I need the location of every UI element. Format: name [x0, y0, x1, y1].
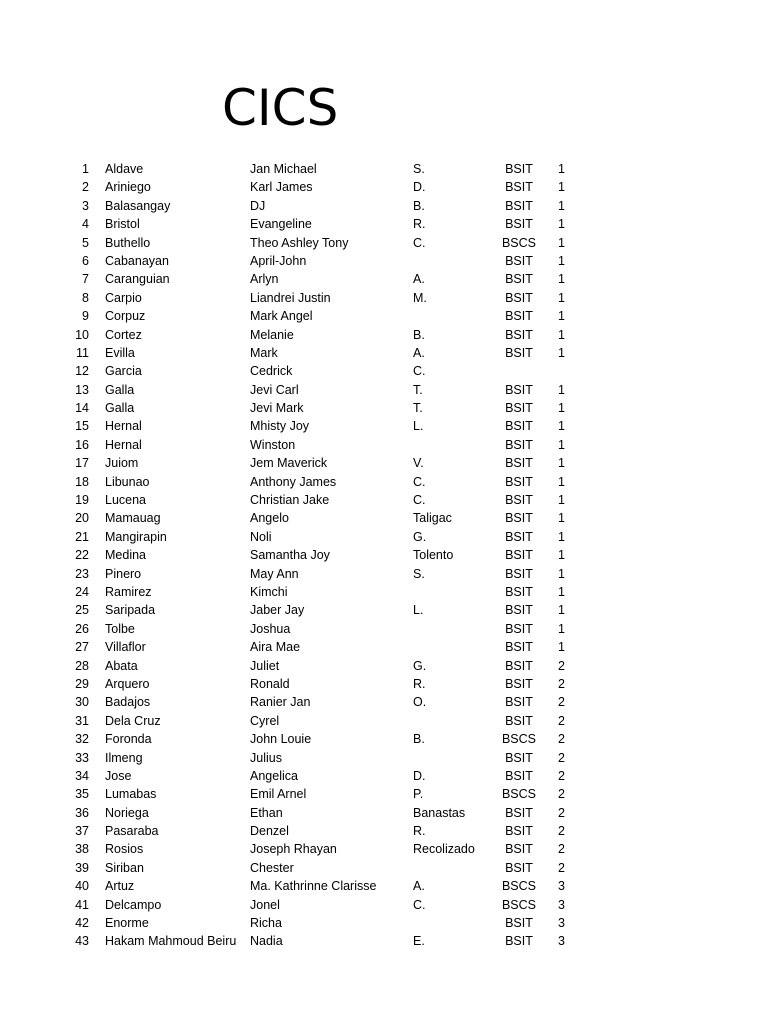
row-number: 30	[75, 695, 89, 710]
first-name: Ethan	[250, 805, 283, 820]
row-number: 29	[75, 676, 89, 691]
row-number: 10	[75, 327, 89, 342]
row-number: 43	[75, 934, 89, 949]
first-name: Cedrick	[250, 364, 293, 379]
list-item	[0, 270, 768, 288]
row-number: 1	[82, 162, 89, 176]
first-name: Nadia	[250, 934, 283, 949]
last-name: Mamauag	[105, 511, 161, 526]
year-level: 2	[558, 842, 565, 857]
row-number: 40	[75, 879, 89, 894]
list-item	[0, 326, 768, 344]
year-level: 1	[558, 584, 565, 599]
last-name: Mangirapin	[105, 529, 167, 544]
last-name: Arquero	[105, 676, 150, 691]
year-level: 1	[558, 621, 565, 636]
year-level: 1	[558, 162, 565, 176]
row-number: 8	[82, 290, 89, 305]
list-item	[0, 785, 768, 803]
middle-name: B.	[413, 327, 425, 342]
list-item	[0, 307, 768, 325]
program: BSIT	[505, 217, 533, 232]
year-level: 1	[558, 419, 565, 434]
row-number: 34	[75, 768, 89, 783]
middle-name: O.	[413, 695, 427, 710]
row-number: 15	[75, 419, 89, 434]
last-name: Pinero	[105, 566, 142, 581]
last-name: Cabanayan	[105, 253, 169, 268]
row-number: 23	[75, 566, 89, 581]
middle-name: C.	[413, 235, 426, 250]
middle-name: B.	[413, 732, 425, 747]
program: BSIT	[505, 621, 533, 636]
middle-name: Banastas	[413, 805, 466, 820]
year-level: 1	[558, 529, 565, 544]
row-number: 39	[75, 860, 89, 875]
year-level: 1	[558, 603, 565, 618]
list-item	[0, 914, 768, 932]
program: BSIT	[505, 750, 533, 765]
last-name: Bristol	[105, 217, 140, 232]
year-level: 3	[558, 916, 565, 931]
year-level: 1	[558, 474, 565, 489]
year-level: 1	[558, 253, 565, 268]
first-name: Joshua	[250, 621, 291, 636]
program: BSIT	[505, 345, 533, 360]
list-item	[0, 583, 768, 601]
list-item	[0, 289, 768, 307]
last-name: Jose	[105, 768, 132, 783]
middle-name: C.	[413, 493, 426, 508]
year-level: 2	[558, 750, 565, 765]
row-number: 9	[82, 309, 89, 324]
last-name: Aldave	[105, 162, 144, 176]
list-item	[0, 528, 768, 546]
row-number: 5	[82, 235, 89, 250]
year-level: 2	[558, 860, 565, 875]
last-name: Libunao	[105, 474, 150, 489]
last-name: Ramirez	[105, 584, 152, 599]
year-level: 2	[558, 805, 565, 820]
first-name: Joseph Rhayan	[250, 842, 337, 857]
middle-name: M.	[413, 290, 427, 305]
program: BSIT	[505, 603, 533, 618]
first-name: April-John	[250, 253, 307, 268]
year-level: 1	[558, 640, 565, 655]
middle-name: V.	[413, 456, 424, 471]
first-name: Ranier Jan	[250, 695, 311, 710]
first-name: Angelica	[250, 768, 298, 783]
first-name: May Ann	[250, 566, 299, 581]
program: BSIT	[505, 401, 533, 416]
program: BSIT	[505, 934, 533, 949]
middle-name: T.	[413, 382, 423, 397]
row-number: 38	[75, 842, 89, 857]
first-name: Cyrel	[250, 713, 280, 728]
last-name: Garcia	[105, 364, 142, 379]
last-name: Siriban	[105, 860, 144, 875]
program: BSIT	[505, 437, 533, 452]
list-item	[0, 638, 768, 656]
year-level: 1	[558, 437, 565, 452]
first-name: Ma. Kathrinne Clarisse	[250, 879, 377, 894]
program: BSIT	[505, 584, 533, 599]
last-name: Ilmeng	[105, 750, 143, 765]
list-item	[0, 565, 768, 583]
middle-name: C.	[413, 364, 426, 379]
program: BSIT	[505, 658, 533, 673]
last-name: Medina	[105, 548, 146, 563]
middle-name: D.	[413, 768, 426, 783]
middle-name: G.	[413, 529, 427, 544]
program: BSIT	[505, 198, 533, 213]
program: BSIT	[505, 419, 533, 434]
list-item	[0, 546, 768, 564]
middle-name: Tolento	[413, 548, 454, 563]
middle-name: C.	[413, 897, 426, 912]
last-name: Tolbe	[105, 621, 135, 636]
row-number: 2	[82, 180, 89, 195]
list-item	[0, 840, 768, 858]
last-name: Lucena	[105, 493, 147, 508]
year-level: 1	[558, 345, 565, 360]
first-name: John Louie	[250, 732, 312, 747]
list-item	[0, 804, 768, 822]
year-level: 2	[558, 658, 565, 673]
middle-name: S.	[413, 162, 425, 176]
list-item	[0, 160, 768, 178]
year-level: 1	[558, 327, 565, 342]
list-item	[0, 344, 768, 362]
last-name: Badajos	[105, 695, 151, 710]
middle-name: A.	[413, 879, 425, 894]
year-level: 1	[558, 198, 565, 213]
list-item	[0, 675, 768, 693]
last-name: Galla	[105, 382, 135, 397]
middle-name: S.	[413, 566, 425, 581]
program: BSIT	[505, 511, 533, 526]
last-name: Villaflor	[105, 640, 146, 655]
list-item	[0, 657, 768, 675]
program: BSIT	[505, 327, 533, 342]
row-number: 7	[82, 272, 89, 287]
first-name: Mark Angel	[250, 309, 313, 324]
list-item	[0, 454, 768, 472]
last-name: Hernal	[105, 437, 142, 452]
program: BSIT	[505, 474, 533, 489]
year-level: 1	[558, 272, 565, 287]
row-number: 36	[75, 805, 89, 820]
list-item	[0, 932, 768, 950]
list-item	[0, 749, 768, 767]
list-item	[0, 693, 768, 711]
first-name: Mhisty Joy	[250, 419, 310, 434]
middle-name: R.	[413, 676, 426, 691]
program: BSIT	[505, 695, 533, 710]
program: BSIT	[505, 566, 533, 581]
list-item	[0, 601, 768, 619]
first-name: Jonel	[250, 897, 280, 912]
first-name: Evangeline	[250, 217, 312, 232]
first-name: Jan Michael	[250, 162, 317, 176]
year-level: 2	[558, 768, 565, 783]
year-level: 1	[558, 235, 565, 250]
row-number: 11	[76, 345, 89, 360]
row-number: 14	[75, 401, 89, 416]
last-name: Saripada	[105, 603, 156, 618]
first-name: Richa	[250, 916, 282, 931]
middle-name: A.	[413, 345, 425, 360]
year-level: 3	[558, 879, 565, 894]
first-name: Arlyn	[250, 272, 279, 287]
program: BSIT	[505, 916, 533, 931]
row-number: 37	[75, 824, 89, 839]
year-level: 1	[558, 290, 565, 305]
middle-name: Taligac	[413, 511, 452, 526]
year-level: 1	[558, 493, 565, 508]
row-number: 33	[75, 750, 89, 765]
list-item	[0, 822, 768, 840]
row-number: 21	[75, 529, 89, 544]
row-number: 24	[75, 584, 89, 599]
row-number: 19	[75, 493, 89, 508]
row-number: 42	[75, 916, 89, 931]
year-level: 1	[558, 180, 565, 195]
row-number: 12	[75, 364, 89, 379]
year-level: 2	[558, 713, 565, 728]
program: BSIT	[505, 768, 533, 783]
row-number: 16	[75, 437, 89, 452]
year-level: 2	[558, 732, 565, 747]
list-item	[0, 730, 768, 748]
last-name: Abata	[105, 658, 138, 673]
year-level: 2	[558, 824, 565, 839]
program: BSIT	[505, 548, 533, 563]
list-item	[0, 252, 768, 270]
last-name: Hakam Mahmoud Beiru	[105, 934, 237, 949]
program: BSIT	[505, 713, 533, 728]
list-item	[0, 767, 768, 785]
program: BSIT	[505, 842, 533, 857]
middle-name: D.	[413, 180, 426, 195]
list-item	[0, 712, 768, 730]
program: BSCS	[501, 787, 537, 802]
row-number: 3	[82, 198, 89, 213]
program: BSIT	[505, 290, 533, 305]
row-number: 31	[75, 713, 89, 728]
last-name: Dela Cruz	[105, 713, 161, 728]
first-name: Melanie	[250, 327, 294, 342]
list-item	[0, 491, 768, 509]
row-number: 6	[82, 253, 89, 268]
first-name: Denzel	[250, 824, 289, 839]
program: BSIT	[505, 805, 533, 820]
list-item	[0, 381, 768, 399]
first-name: Juliet	[250, 658, 280, 673]
row-number: 13	[75, 382, 89, 397]
program: BSIT	[505, 493, 533, 508]
row-number: 28	[75, 658, 89, 673]
first-name: Liandrei Justin	[250, 290, 331, 305]
year-level: 3	[558, 934, 565, 949]
row-number: 4	[82, 217, 89, 232]
program: BSIT	[505, 529, 533, 544]
list-item	[0, 417, 768, 435]
first-name: DJ	[250, 198, 266, 213]
program: BSCS	[501, 879, 537, 894]
middle-name: T.	[413, 401, 423, 416]
list-item	[0, 362, 768, 380]
middle-name: B.	[413, 198, 425, 213]
row-number: 17	[75, 456, 89, 471]
first-name: Angelo	[250, 511, 289, 526]
first-name: Chester	[250, 860, 294, 875]
last-name: Pasaraba	[105, 824, 159, 839]
middle-name: A.	[413, 272, 425, 287]
last-name: Corpuz	[105, 309, 146, 324]
list-item	[0, 399, 768, 417]
first-name: Samantha Joy	[250, 548, 330, 563]
program: BSIT	[505, 382, 533, 397]
year-level: 2	[558, 787, 565, 802]
row-number: 41	[75, 897, 89, 912]
middle-name: Recolizado	[413, 842, 475, 857]
last-name: Balasangay	[105, 198, 171, 213]
last-name: Delcampo	[105, 897, 162, 912]
middle-name: P.	[413, 787, 424, 802]
first-name: Christian Jake	[250, 493, 330, 508]
last-name: Rosios	[105, 842, 144, 857]
program: BSIT	[505, 824, 533, 839]
middle-name: L.	[413, 603, 424, 618]
first-name: Winston	[250, 437, 296, 452]
last-name: Hernal	[105, 419, 142, 434]
first-name: Anthony James	[250, 474, 337, 489]
row-number: 32	[75, 732, 89, 747]
first-name: Emil Arnel	[250, 787, 307, 802]
middle-name: C.	[413, 474, 426, 489]
program: BSIT	[505, 456, 533, 471]
year-level: 1	[558, 309, 565, 324]
program: BSIT	[505, 180, 533, 195]
year-level: 1	[558, 382, 565, 397]
last-name: Carpio	[105, 290, 142, 305]
first-name: Noli	[250, 529, 272, 544]
middle-name: G.	[413, 658, 427, 673]
first-name: Kimchi	[250, 584, 288, 599]
program: BSIT	[505, 860, 533, 875]
last-name: Enorme	[105, 916, 149, 931]
row-number: 35	[75, 787, 89, 802]
student-roster	[0, 160, 768, 951]
program: BSIT	[505, 253, 533, 268]
row-number: 26	[75, 621, 89, 636]
row-number: 27	[75, 640, 89, 655]
last-name: Buthello	[105, 235, 151, 250]
first-name: Ronald	[250, 676, 290, 691]
row-number: 18	[75, 474, 89, 489]
first-name: Julius	[250, 750, 282, 765]
year-level: 1	[558, 456, 565, 471]
first-name: Aira Mae	[250, 640, 301, 655]
year-level: 1	[558, 548, 565, 563]
list-item	[0, 234, 768, 252]
list-item	[0, 509, 768, 527]
year-level: 1	[558, 401, 565, 416]
year-level: 2	[558, 676, 565, 691]
row-number: 25	[75, 603, 89, 618]
list-item	[0, 436, 768, 454]
year-level: 3	[558, 897, 565, 912]
list-item	[0, 896, 768, 914]
program: BSIT	[505, 162, 533, 176]
program: BSCS	[501, 235, 537, 250]
last-name: Ariniego	[105, 180, 151, 195]
middle-name: L.	[413, 419, 424, 434]
year-level: 1	[558, 511, 565, 526]
last-name: Lumabas	[105, 787, 157, 802]
last-name: Foronda	[105, 732, 152, 747]
last-name: Caranguian	[105, 272, 170, 287]
first-name: Jevi Carl	[250, 382, 299, 397]
list-item	[0, 620, 768, 638]
program: BSIT	[505, 676, 533, 691]
program: BSCS	[501, 732, 537, 747]
row-number: 22	[75, 548, 89, 563]
first-name: Theo Ashley Tony	[250, 235, 349, 250]
last-name: Juiom	[105, 456, 139, 471]
last-name: Evilla	[105, 345, 135, 360]
list-item	[0, 178, 768, 196]
first-name: Jevi Mark	[250, 401, 304, 416]
middle-name: E.	[413, 934, 425, 949]
page-title: CICS	[222, 79, 339, 137]
last-name: Galla	[105, 401, 135, 416]
row-number: 20	[75, 511, 89, 526]
list-item	[0, 877, 768, 895]
list-item	[0, 859, 768, 877]
list-item	[0, 197, 768, 215]
first-name: Jem Maverick	[250, 456, 328, 471]
year-level: 1	[558, 566, 565, 581]
first-name: Karl James	[250, 180, 313, 195]
middle-name: R.	[413, 824, 426, 839]
list-item	[0, 473, 768, 491]
program: BSIT	[505, 309, 533, 324]
program: BSIT	[505, 272, 533, 287]
year-level: 2	[558, 695, 565, 710]
first-name: Jaber Jay	[250, 603, 305, 618]
program: BSCS	[501, 897, 537, 912]
last-name: Noriega	[105, 805, 149, 820]
last-name: Cortez	[105, 327, 142, 342]
year-level: 1	[558, 217, 565, 232]
last-name: Artuz	[105, 879, 135, 894]
program: BSIT	[505, 640, 533, 655]
list-item	[0, 215, 768, 233]
middle-name: R.	[413, 217, 426, 232]
first-name: Mark	[250, 345, 278, 360]
